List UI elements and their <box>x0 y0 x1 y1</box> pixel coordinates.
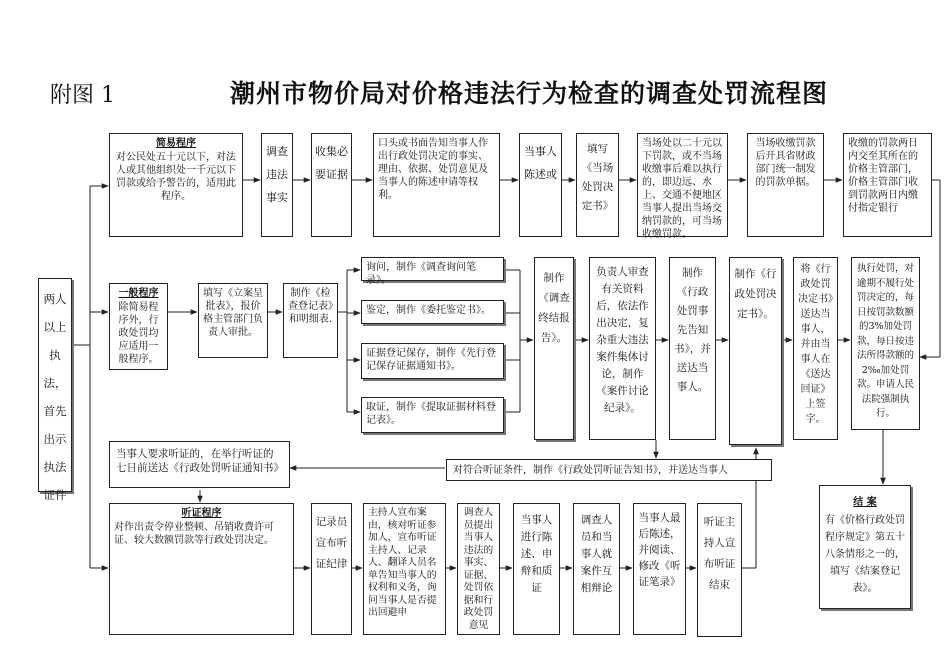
start-box <box>38 278 72 502</box>
hearing-program-text: 对作出责令停业整顿、吊销收费许可证、较大数额罚款等行政处罚决定。 <box>114 522 274 546</box>
collect-text: 当场处以二十元以下罚款，或不当场收缴事后难以执行的，即边远、水上、交通不便地区当事人提出当场交纳罚款的，可当场收缴罚款。 <box>642 138 722 240</box>
host-announce-box <box>363 503 446 635</box>
hearing-end-text: 听证主持人宣布听证结束 <box>703 516 736 591</box>
report-box <box>534 257 574 440</box>
general-program-title: 一般程序 <box>118 288 159 299</box>
party-defend-text: 当事人进行陈述、申辩和质证 <box>520 514 553 594</box>
hearing-request-box <box>109 441 290 488</box>
inquiry-box <box>361 257 504 286</box>
investigator-present-text: 调查人员提出当事人违法的事实、证据、处罚依据和行政处罚意见 <box>463 507 494 631</box>
investigator-present-box <box>457 503 500 635</box>
pre-notice-text: 制作《行政处罚事先告知书》，并送达当事人。 <box>674 267 711 393</box>
checklist-text: 制作《检查登记表》和明细表. <box>288 288 333 325</box>
preserve-box <box>361 343 504 379</box>
hearing-condition-box <box>446 459 772 481</box>
final-text: 当事人最后陈述，并阅读、修改《听证笔录》 <box>638 512 681 588</box>
simple-program-text: 对公民处五十元以下，对法人或其他组织处一千元以下罚款或给予警告的，适用此程序。 <box>116 152 236 202</box>
execute-text: 执行处罚，对逾期不履行处罚决定的，每日按罚款数额的3%加处罚款，每日按违法所得款额的2‰加处罚款。申请人民法院强制执行。 <box>856 263 914 419</box>
appraisal-text: 鉴定，制作《委托鉴定书》。 <box>366 305 491 316</box>
inquiry-text: 询问，制作《调查询问笔录》。 <box>366 262 476 286</box>
appraisal-box <box>361 300 504 324</box>
statement-text: 当事人陈述或 <box>524 145 557 181</box>
evidence-text: 收集必要证据 <box>315 145 348 181</box>
debate-box <box>573 503 620 635</box>
preserve-text: 证据登记保存，制作《先行登记保存证据通知书》。 <box>366 348 496 372</box>
report-text: 制作《调查终结报告》。 <box>538 272 570 344</box>
register-box <box>198 283 268 358</box>
page-title: 潮州市物价局对价格违法行为检查的调查处罚流程图 <box>230 79 829 108</box>
decision-text: 制作《行政处罚决定书》。 <box>734 268 777 320</box>
pre-notice-box <box>669 257 716 440</box>
deposit-text: 收缴的罚款两日内交至其所在的价格主管部门，价格主管部门收到罚款两日内缴付指定银行 <box>848 138 918 214</box>
hearing-request-text: 当事人要求听证的，在举行听证的七日前送达《行政处罚听证通知书》 <box>116 448 284 474</box>
hearing-end-box <box>697 503 742 637</box>
review-box <box>589 257 656 440</box>
host-announce-text: 主持人宣布案由，核对听证参加人，宣布听证主持人、记录人、翻译人员名单告知当事人的权利和义务，询问当事人是否提出回避申 <box>368 507 437 618</box>
collect-evidence-text: 取证，制作《提取证据材料登记表》。 <box>366 402 496 426</box>
register-text: 填写《立案呈批表》，报价格主管部门负责人审批。 <box>203 288 263 338</box>
recorder-box <box>311 503 352 635</box>
receipt-box <box>747 133 824 237</box>
final-box <box>633 503 686 635</box>
figure-label: 附图 1 <box>50 83 115 108</box>
investigate-text: 调查违法事实 <box>266 145 288 204</box>
closing-text: 有《价格行政处罚程序规定》第五十八条情形之一的，填写《结案登记表》。 <box>825 515 905 594</box>
general-program-box <box>109 283 168 370</box>
serve-text: 将《行政处罚决定书》送达当事人，并由当事人在《送达回证》上签字。 <box>798 264 833 425</box>
serve-box <box>793 257 838 440</box>
collect-evidence-box <box>361 397 504 433</box>
notify-text: 口头或书面告知当事人作出行政处罚决定的事实、理由、依据、处罚意见及当事人的陈述申请等权利。 <box>378 138 488 201</box>
checklist-box <box>283 283 338 358</box>
deposit-box <box>843 133 932 237</box>
general-program-text: 除简易程序外，行政处罚均应适用一般程序。 <box>118 302 159 365</box>
collect-box <box>637 133 728 240</box>
start-text: 两人以上执法，首先出示执法证件 <box>43 292 67 502</box>
hearing-program-title: 听证程序 <box>181 508 222 519</box>
review-text: 负责人审查有关资料后，依法作出决定，复杂重大违法案件集体讨论，制作《案件讨论纪录》。 <box>596 266 649 414</box>
decision-box <box>729 257 782 445</box>
closing-title: 结 案 <box>853 497 877 508</box>
receipt-text: 当场收缴罚款后开具省财政部门统一制发的罚款单据。 <box>755 138 816 188</box>
notify-box <box>373 133 500 237</box>
simple-program-box <box>109 133 243 237</box>
simple-program-title: 简易程序 <box>156 138 196 149</box>
fill-form-text: 填写《当场处罚决定书》 <box>581 143 614 212</box>
hearing-condition-text: 对符合听证条件，制作《行政处罚听证告知书》，并送达当事人 <box>453 465 728 476</box>
fill-form-box <box>576 133 619 237</box>
party-defend-box <box>513 503 560 635</box>
investigate-box <box>261 133 293 237</box>
hearing-program-box <box>109 503 294 635</box>
evidence-box <box>311 133 352 237</box>
closing-box <box>819 485 911 609</box>
statement-box <box>519 133 562 237</box>
execute-box <box>851 257 920 430</box>
debate-text: 调查人员和当事人就案件互相辩论 <box>580 514 613 594</box>
recorder-text: 记录员宣布听证纪律 <box>315 516 348 570</box>
